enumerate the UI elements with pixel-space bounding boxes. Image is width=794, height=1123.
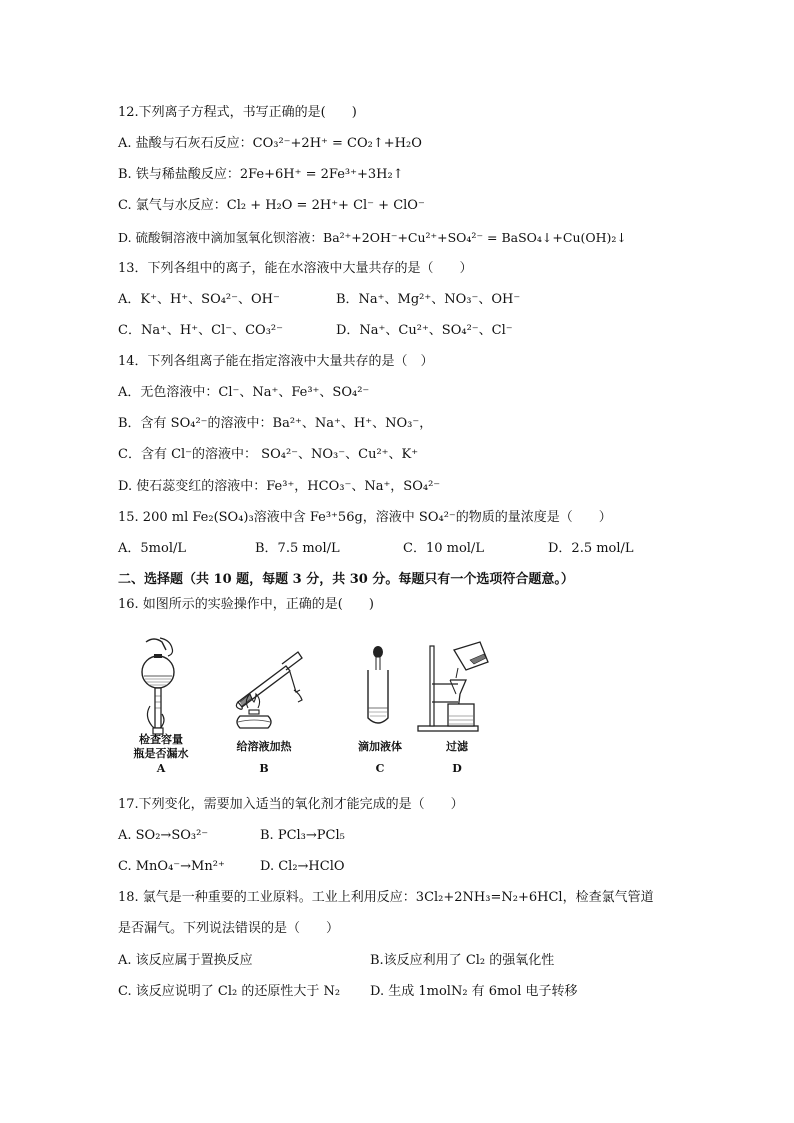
q12-stem: 12.下列离子方程式，书写正确的是( )	[118, 105, 357, 120]
q14-stem: 14．下列各组离子能在指定溶液中大量共存的是（ ）	[118, 354, 434, 369]
filtration-figure	[412, 640, 492, 732]
q13-option-c: C．Na⁺、H⁺、Cl⁻、CO₃²⁻	[118, 323, 283, 338]
fig-a-label: A	[156, 762, 166, 775]
q18-stem-line-1: 18. 氯气是一种重要的工业原料。工业上利用反应：3Cl₂+2NH₃=N₂+6HCl，检查氯气管道	[118, 890, 654, 905]
q12-option-b: B. 铁与稀盐酸反应：2Fe+6H⁺ = 2Fe³⁺+3H₂↑	[118, 167, 404, 182]
q17-option-a: A. SO₂→SO₃²⁻	[118, 828, 209, 843]
q12-option-a: A. 盐酸与石灰石反应：CO₃²⁻+2H⁺ = CO₂↑+H₂O	[118, 136, 422, 151]
q15-option-b: B．7.5 mol/L	[255, 541, 340, 556]
q16-stem: 16. 如图所示的实验操作中，正确的是( )	[118, 597, 374, 612]
fig-a-caption-1: 检查容量	[139, 733, 183, 746]
q14-option-d: D. 使石蕊变红的溶液中：Fe³⁺，HCO₃⁻、Na⁺，SO₄²⁻	[118, 479, 441, 494]
dropping-liquid-figure	[360, 646, 396, 726]
q15-stem: 15. 200 ml Fe₂(SO₄)₃溶液中含 Fe³⁺56g，溶液中 SO₄²⁻的物质的量浓度是（ ）	[118, 510, 612, 525]
q15-option-c: C．10 mol/L	[403, 541, 484, 556]
heating-solution-figure	[224, 650, 314, 732]
section-2-heading: 二、选择题（共 10 题，每题 3 分，共 30 分。每题只有一个选项符合题意。）	[118, 572, 574, 587]
q13-option-d: D．Na⁺、Cu²⁺、SO₄²⁻、Cl⁻	[336, 323, 513, 338]
q13-option-a: A．K⁺、H⁺、SO₄²⁻、OH⁻	[118, 292, 280, 307]
q13-option-b: B．Na⁺、Mg²⁺、NO₃⁻、OH⁻	[336, 292, 521, 307]
q17-option-b: B. PCl₃→PCl₅	[260, 828, 345, 843]
q17-option-c: C. MnO₄⁻→Mn²⁺	[118, 859, 225, 874]
q13-stem: 13．下列各组中的离子，能在水溶液中大量共存的是（ ）	[118, 261, 473, 276]
q18-option-d: D. 生成 1molN₂ 有 6mol 电子转移	[370, 984, 578, 999]
q18-option-b: B.该反应利用了 Cl₂ 的强氧化性	[370, 953, 555, 968]
q12-option-c: C. 氯气与水反应：Cl₂ + H₂O = 2H⁺+ Cl⁻ + ClO⁻	[118, 198, 425, 213]
fig-b-label: B	[259, 762, 269, 775]
q18-option-c: C. 该反应说明了 Cl₂ 的还原性大于 N₂	[118, 984, 341, 999]
fig-a-caption-2: 瓶是否漏水	[133, 747, 189, 760]
q14-option-a: A．无色溶液中：Cl⁻、Na⁺、Fe³⁺、SO₄²⁻	[118, 385, 370, 400]
fig-d-label: D	[452, 762, 462, 775]
q18-stem-line-2: 是否漏气。下列说法错误的是（ ）	[118, 921, 340, 936]
q12-option-d: D. 硫酸铜溶液中滴加氢氧化钡溶液：Ba²⁺+2OH⁻+Cu²⁺+SO₄²⁻ = BaSO₄↓+Cu(OH)₂↓	[118, 230, 627, 245]
fig-c-label: C	[375, 762, 385, 775]
q15-option-a: A．5mol/L	[118, 541, 186, 556]
q14-option-c: C．含有 Cl⁻的溶液中： SO₄²⁻、NO₃⁻、Cu²⁺、K⁺	[118, 447, 419, 462]
q17-option-d: D. Cl₂→HClO	[260, 859, 345, 874]
q17-stem: 17.下列变化，需要加入适当的氧化剂才能完成的是（ ）	[118, 797, 464, 812]
q18-option-a: A. 该反应属于置换反应	[118, 953, 253, 968]
fig-c-caption: 滴加液体	[358, 740, 402, 753]
q14-option-b: B．含有 SO₄²⁻的溶液中：Ba²⁺、Na⁺、H⁺、NO₃⁻，	[118, 416, 433, 431]
volumetric-flask-figure	[126, 636, 190, 740]
q15-option-d: D．2.5 mol/L	[548, 541, 634, 556]
fig-b-caption: 给溶液加热	[236, 740, 292, 753]
fig-d-caption: 过滤	[446, 740, 468, 753]
